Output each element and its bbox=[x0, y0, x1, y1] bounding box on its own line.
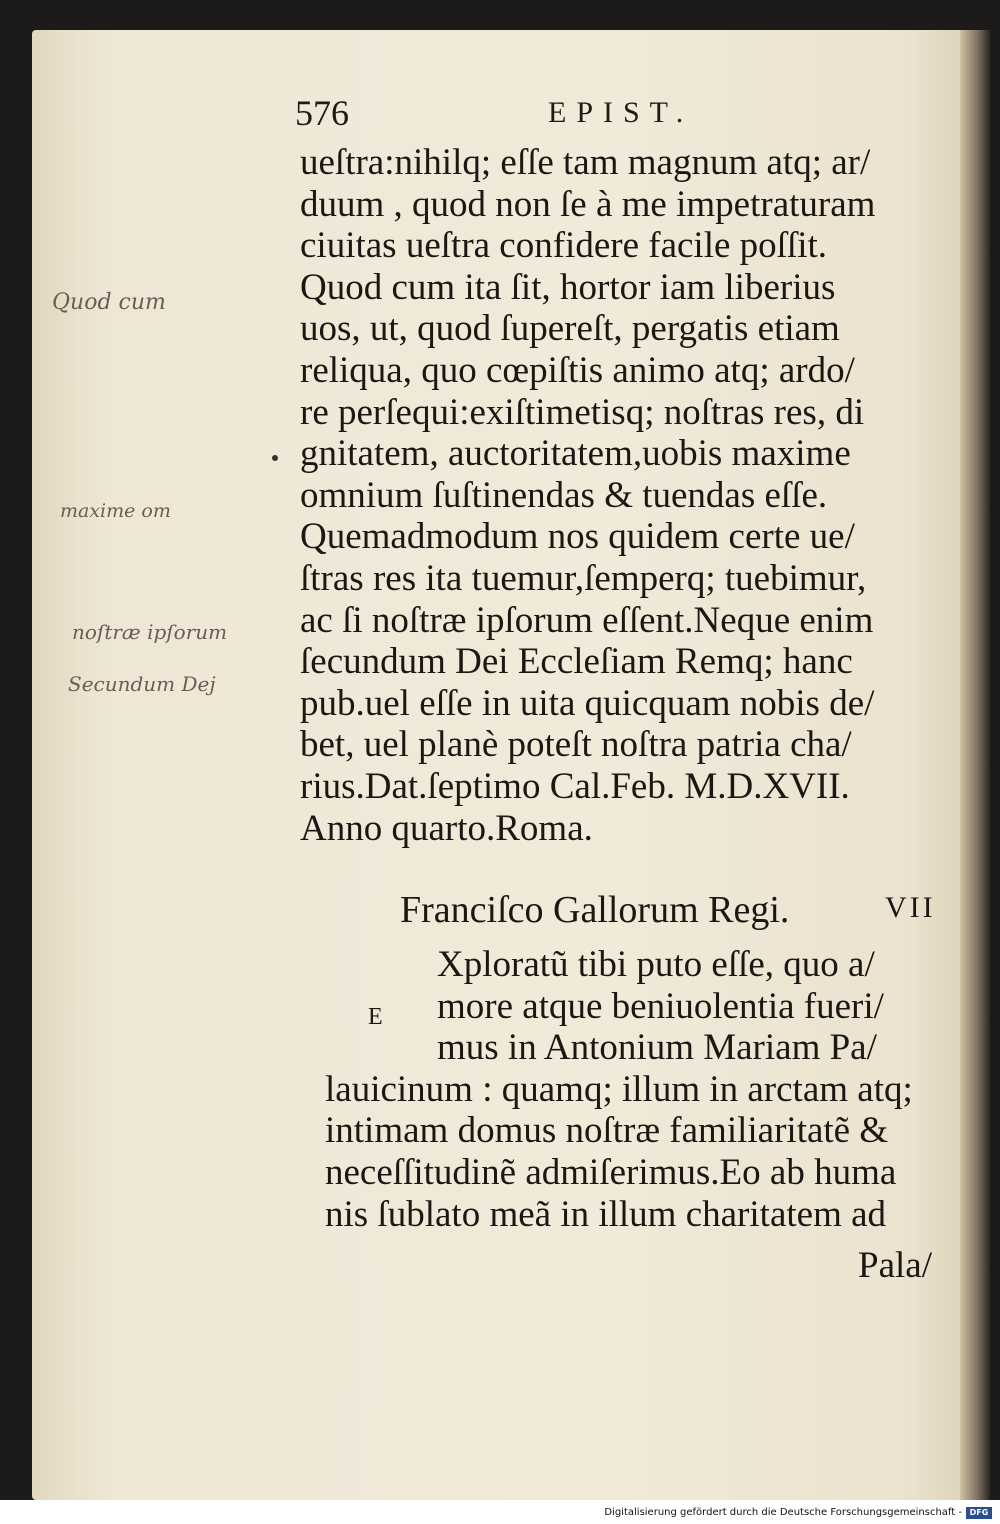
letter-heading bbox=[400, 888, 960, 932]
letter-number: VII bbox=[885, 891, 936, 924]
ink-mark bbox=[272, 455, 278, 461]
text-line: more atque beniuolentia fueri/ bbox=[437, 985, 884, 1027]
marginal-note: noſtræ ipſorum bbox=[72, 620, 228, 644]
text-line: neceſſitudinẽ admiſerimus.Eo ab huma bbox=[325, 1151, 897, 1193]
marginal-note: Secundum Dej bbox=[68, 672, 216, 696]
text-line: ſtras res ita tuemur,ſemperq; tuebimur, bbox=[300, 557, 867, 599]
text-line: pub.uel eſſe in uita quicquam nobis de/ bbox=[300, 682, 875, 724]
text-line: mus in Antonium Mariam Pa/ bbox=[437, 1027, 877, 1069]
text-line: rius.Dat.ſeptimo Cal.Feb. M.D.XVII. bbox=[300, 765, 850, 807]
text-line: gnitatem, auctoritatem,uobis maxime bbox=[300, 433, 851, 475]
catchword: Pala/ bbox=[858, 1245, 932, 1286]
letter-two-text bbox=[325, 944, 965, 1235]
text-line: duum , quod non ſe à me impetraturam bbox=[300, 183, 876, 225]
text-line: ueſtra:nihilq; eſſe tam magnum atq; ar/ bbox=[300, 142, 871, 183]
text-line: omnium ſuſtinendas & tuendas eſſe. bbox=[300, 474, 828, 516]
marginal-note: Quod cum bbox=[52, 290, 166, 315]
page-number: 576 bbox=[295, 93, 349, 133]
page-header bbox=[0, 92, 1000, 142]
page-edge bbox=[960, 30, 990, 1500]
letter-one-text bbox=[300, 142, 940, 849]
text-line: reliqua, quo cœpiſtis animo atq; ardo/ bbox=[300, 349, 855, 391]
text-line: Xploratũ tibi puto eſſe, quo a/ bbox=[437, 944, 875, 985]
text-line: re perſequi:exiſtimetisq; noſtras res, di bbox=[300, 391, 865, 433]
text-line: ac ſi noſtræ ipſorum eſſent.Neque enim bbox=[300, 599, 874, 641]
text-line: uos, ut, quod ſupereſt, pergatis etiam bbox=[300, 308, 840, 350]
initial-letter: E bbox=[368, 1004, 383, 1030]
text-line: Quod cum ita ſit, hortor iam liberius bbox=[300, 266, 836, 308]
footer-credit: Digitalisierung gefördert durch die Deutsche Forschungsgemeinschaft - bbox=[604, 1507, 962, 1518]
text-line: nis ſublato meã in illum charitatem ad bbox=[325, 1193, 887, 1235]
text-line: ciuitas ueſtra confidere facile poſſit. bbox=[300, 225, 828, 267]
footer bbox=[0, 1506, 1000, 1524]
text-line: lauicinum : quamq; illum in arctam atq; bbox=[325, 1068, 913, 1110]
text-line: Anno quarto.Roma. bbox=[300, 807, 593, 849]
text-line: intimam domus noſtræ familiaritatẽ & bbox=[325, 1110, 889, 1152]
marginal-note: maxime om bbox=[60, 500, 171, 522]
dfg-logo: DFG bbox=[966, 1507, 992, 1519]
running-head: EPIST. bbox=[548, 96, 694, 129]
text-line: Quemadmodum nos quidem certe ue/ bbox=[300, 516, 855, 558]
text-line: bet, uel planè poteſt noſtra patria cha/ bbox=[300, 724, 852, 766]
letter-heading-title: Franciſco Gallorum Regi. bbox=[400, 889, 790, 931]
text-line: ſecundum Dei Eccleſiam Remq; hanc bbox=[300, 641, 853, 683]
